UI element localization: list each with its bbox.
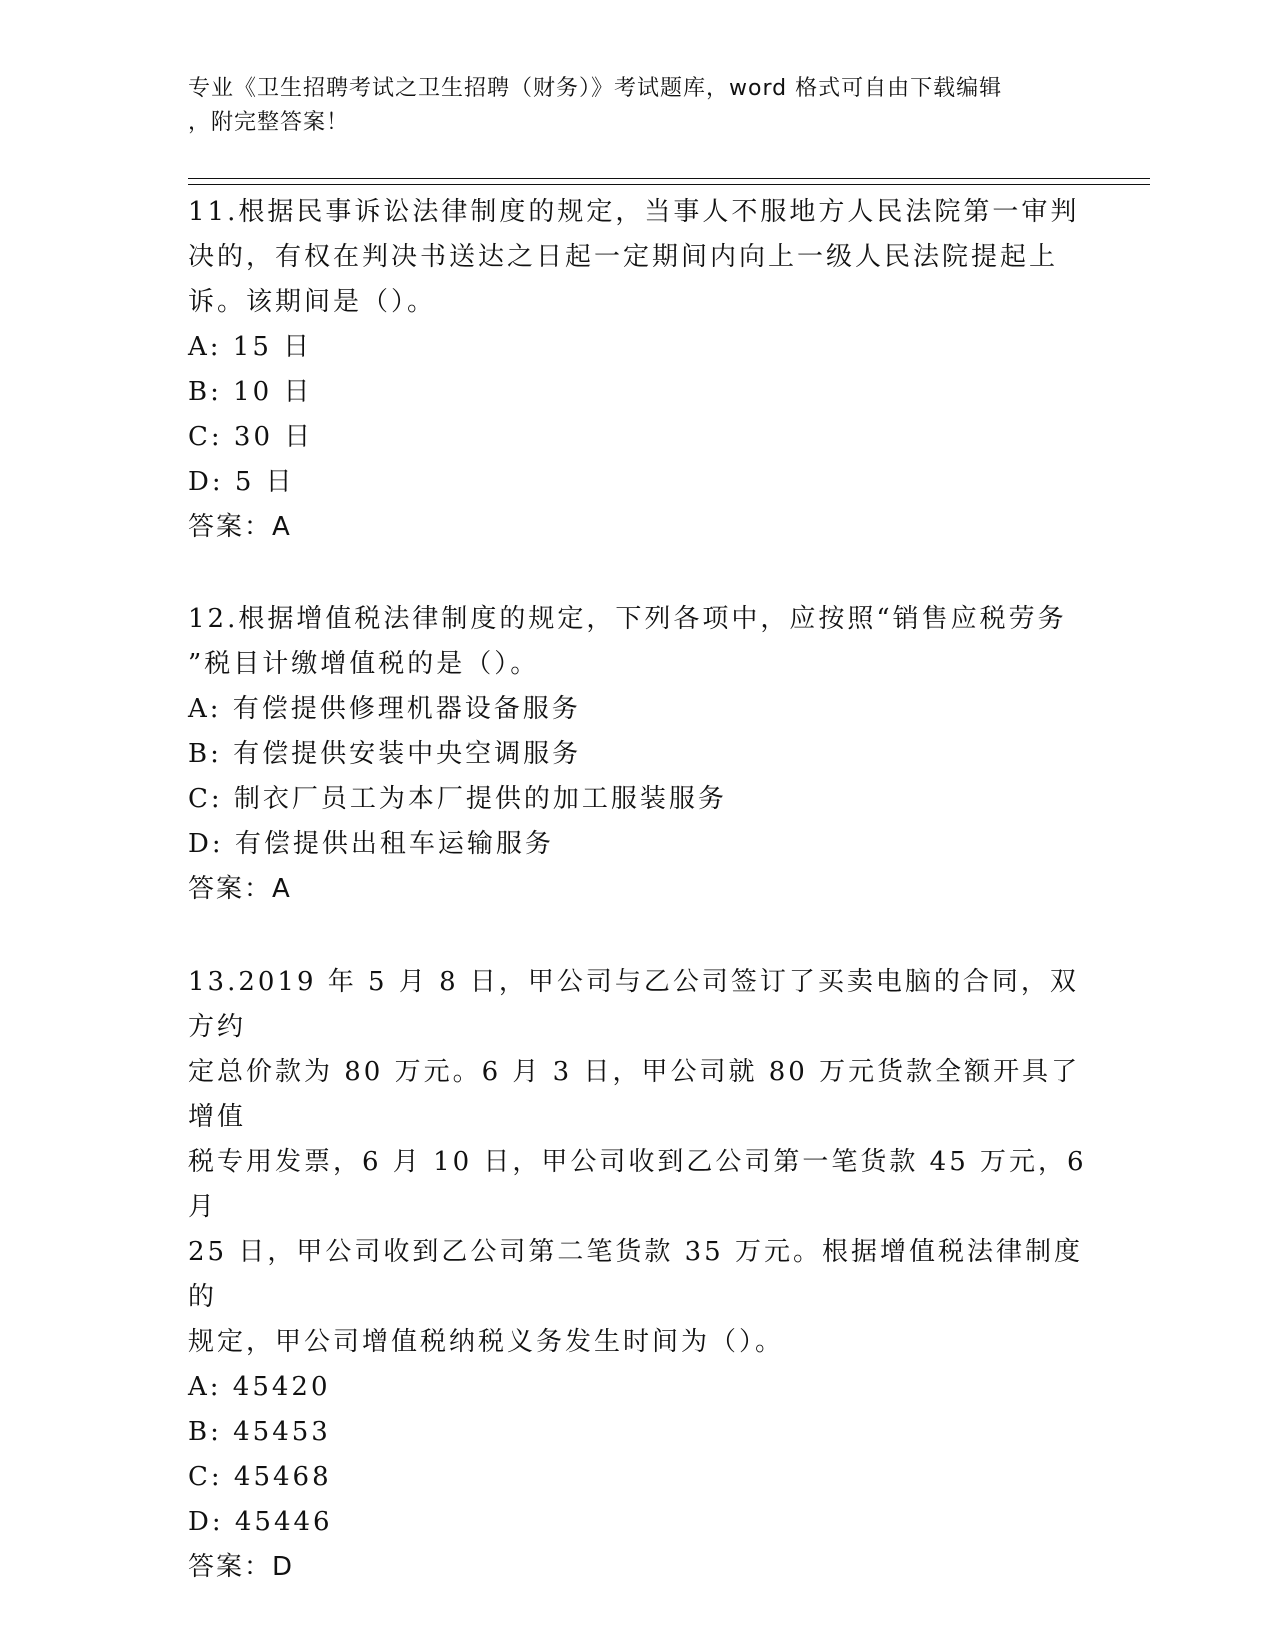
option-b: B: 45453 — [188, 1417, 331, 1447]
question-stem-line: 决的，有权在判决书送达之日起一定期间内向上一级人民法院提起上 — [188, 242, 1059, 272]
option-d: D: 5 日 — [188, 467, 295, 497]
option-c: C: 30 日 — [188, 422, 314, 452]
question-stem-line: 定总价款为 80 万元。6 月 3 日，甲公司就 80 万元货款全额开具了增值 — [188, 1057, 1081, 1132]
option-c: C: 45468 — [188, 1462, 332, 1492]
option-b: B: 有偿提供安装中央空调服务 — [188, 739, 582, 769]
header-line: ，附完整答案！ — [188, 110, 350, 135]
answer-line: 答案：A — [188, 512, 292, 542]
document-header — [188, 72, 1068, 140]
question-block — [188, 960, 1088, 1590]
header-line: 专业《卫生招聘考试之卫生招聘（财务）》考试题库，word 格式可自由下载编辑 — [188, 76, 1003, 101]
option-d: D: 有偿提供出租车运输服务 — [188, 829, 554, 859]
question-stem-line: 25 日，甲公司收到乙公司第二笔货款 35 万元。根据增值税法律制度的 — [188, 1237, 1083, 1312]
option-a: A: 有偿提供修理机器设备服务 — [188, 694, 581, 724]
option-c: C: 制衣厂员工为本厂提供的加工服装服务 — [188, 784, 727, 814]
question-stem-line: 诉。该期间是（）。 — [188, 287, 437, 317]
header-divider — [188, 178, 1150, 179]
question-stem-line: 12.根据增值税法律制度的规定，下列各项中，应按照“销售应税劳务 — [188, 604, 1067, 634]
header-divider — [188, 184, 1150, 185]
question-stem-line: 规定，甲公司增值税纳税义务发生时间为（）。 — [188, 1327, 785, 1357]
question-stem-line: 11.根据民事诉讼法律制度的规定，当事人不服地方人民法院第一审判 — [188, 197, 1080, 227]
option-b: B: 10 日 — [188, 377, 313, 407]
option-d: D: 45446 — [188, 1507, 333, 1537]
question-block — [188, 597, 1088, 912]
question-stem-line: 13.2019 年 5 月 8 日，甲公司与乙公司签订了买卖电脑的合同，双方约 — [188, 967, 1079, 1042]
question-stem-line: ”税目计缴增值税的是（）。 — [188, 649, 540, 679]
option-a: A: 15 日 — [188, 332, 313, 362]
answer-line: 答案：A — [188, 874, 292, 904]
question-stem-line: 税专用发票，6 月 10 日，甲公司收到乙公司第一笔货款 45 万元，6 月 — [188, 1147, 1087, 1222]
option-a: A: 45420 — [188, 1372, 331, 1402]
answer-line: 答案：D — [188, 1552, 295, 1582]
question-block — [188, 190, 1088, 550]
